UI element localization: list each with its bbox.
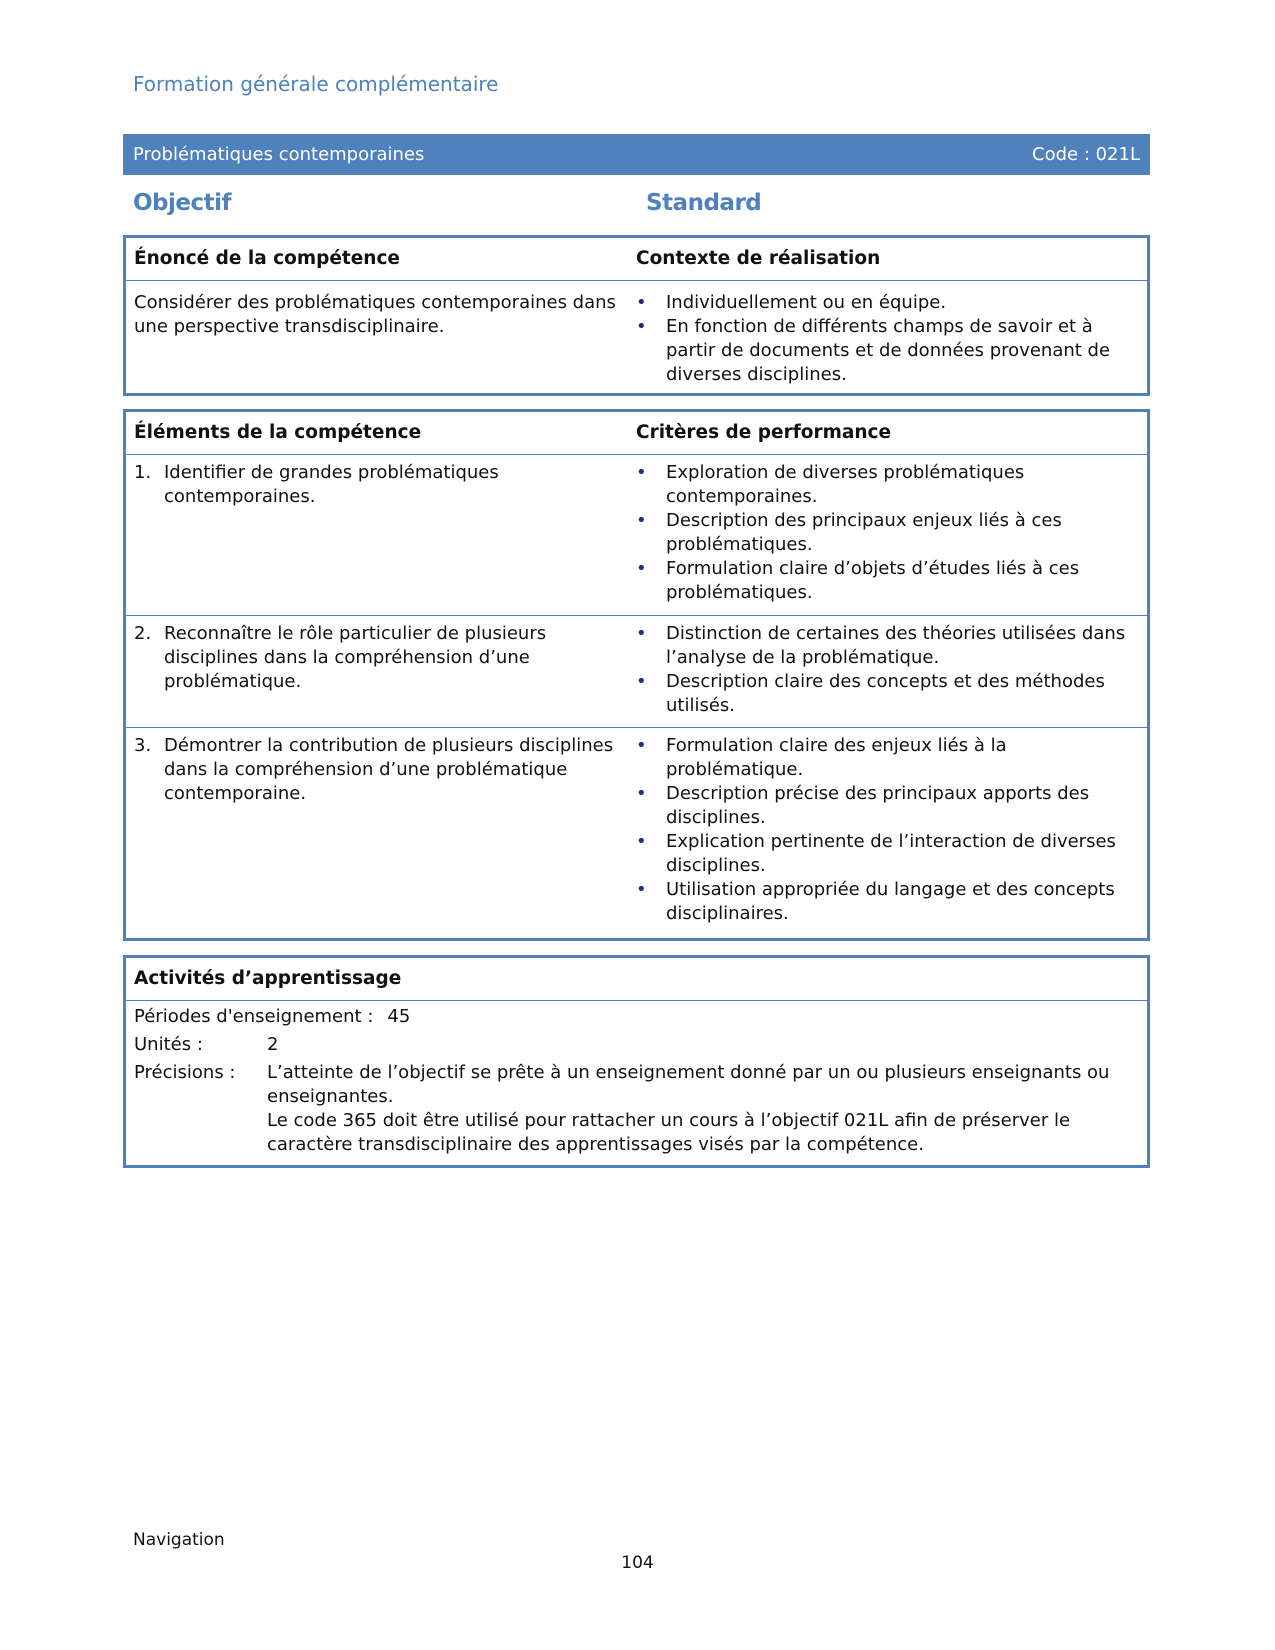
activites-heading: Activités d’apprentissage (134, 968, 402, 989)
enonce-header-row (126, 238, 1147, 281)
contexte-item: • Individuellement ou en équipe. (636, 291, 1139, 315)
element-number: 1. (134, 462, 152, 483)
element-number: 3. (134, 735, 152, 756)
criteria-item: • Utilisation appropriée du langage et des concepts disciplinaires. (636, 878, 1139, 926)
criteria-cell (636, 616, 1147, 727)
element-row (126, 455, 1147, 616)
objectif-heading: Objectif (133, 190, 232, 216)
criteria-list (636, 734, 1139, 926)
element-cell (126, 728, 636, 938)
precisions-row (134, 1061, 1139, 1157)
contexte-heading: Contexte de réalisation (636, 248, 881, 269)
enonce-content-row (126, 281, 1147, 393)
navigation-link[interactable]: Navigation (133, 1530, 225, 1550)
criteria-cell (636, 728, 1147, 938)
periodes-label: Périodes d'enseignement : (134, 1006, 374, 1027)
column-headings (133, 190, 1143, 224)
course-title: Problématiques contemporaines (133, 144, 425, 165)
standard-heading: Standard (646, 190, 762, 216)
criteria-cell (636, 455, 1147, 615)
criteres-heading: Critères de performance (636, 422, 892, 443)
criteria-item: • Description des principaux enjeux liés à ces problématiques. (636, 509, 1139, 557)
criteria-item: • Formulation claire d’objets d’études liés à ces problématiques. (636, 557, 1139, 605)
criteria-item: • Distinction de certaines des théories utilisées dans l’analyse de la problématique. (636, 622, 1139, 670)
precisions-label: Précisions : (134, 1062, 236, 1083)
contexte-list (636, 291, 1139, 387)
activites-box (123, 955, 1150, 1168)
element-row (126, 728, 1147, 938)
elements-box (123, 409, 1150, 941)
unites-label: Unités : (134, 1034, 203, 1055)
enonce-text: Considérer des problématiques contemporaines dans une perspective transdisciplinaire. (134, 292, 616, 337)
criteria-item: • Explication pertinente de l’interaction de diverses disciplines. (636, 830, 1139, 878)
criteria-item: • Exploration de diverses problématiques contemporaines. (636, 461, 1139, 509)
element-cell (126, 455, 636, 615)
criteria-item: • Description claire des concepts et des méthodes utilisés. (636, 670, 1139, 718)
element-text: Démontrer la contribution de plusieurs disciplines dans la compréhension d’une problématique contemporaine. (164, 735, 614, 804)
enonce-box (123, 235, 1150, 396)
document-section-title: Formation générale complémentaire (133, 72, 499, 96)
element-text: Identifier de grandes problématiques contemporaines. (164, 462, 499, 507)
criteria-item: • Description précise des principaux apports des disciplines. (636, 782, 1139, 830)
element-cell (126, 616, 636, 727)
criteria-item: • Formulation claire des enjeux liés à la problématique. (636, 734, 1139, 782)
activites-content-row (126, 1001, 1147, 1165)
element-row (126, 616, 1147, 728)
contexte-cell (636, 281, 1147, 393)
element-number: 2. (134, 623, 152, 644)
criteria-list (636, 622, 1139, 718)
enonce-heading: Énoncé de la compétence (134, 248, 400, 269)
page-number: 104 (621, 1553, 654, 1573)
precisions-text: Le code 365 doit être utilisé pour rattacher un cours à l’objectif 021L afin de préserver le caractère transdisciplinaire des apprentissages visés par la compétence. (267, 1110, 1071, 1155)
precisions-text: L’atteinte de l’objectif se prête à un enseignement donné par un ou plusieurs enseignants ou enseignantes. (267, 1062, 1110, 1107)
criteria-list (636, 461, 1139, 605)
contexte-item: • En fonction de différents champs de savoir et à partir de documents et de données provenant de diverses disciplines. (636, 315, 1139, 387)
element-text: Reconnaître le rôle particulier de plusieurs disciplines dans la compréhension d’une problématique. (164, 623, 547, 692)
activites-header-row (126, 958, 1147, 1001)
course-title-bar (123, 134, 1150, 175)
unites-value: 2 (267, 1034, 279, 1055)
elements-header-row (126, 412, 1147, 455)
course-code: Code : 021L (1032, 144, 1140, 165)
unites-row (134, 1033, 1139, 1057)
elements-heading: Éléments de la compétence (134, 422, 422, 443)
periodes-value: 45 (387, 1006, 411, 1027)
periodes-row (134, 1005, 1139, 1029)
